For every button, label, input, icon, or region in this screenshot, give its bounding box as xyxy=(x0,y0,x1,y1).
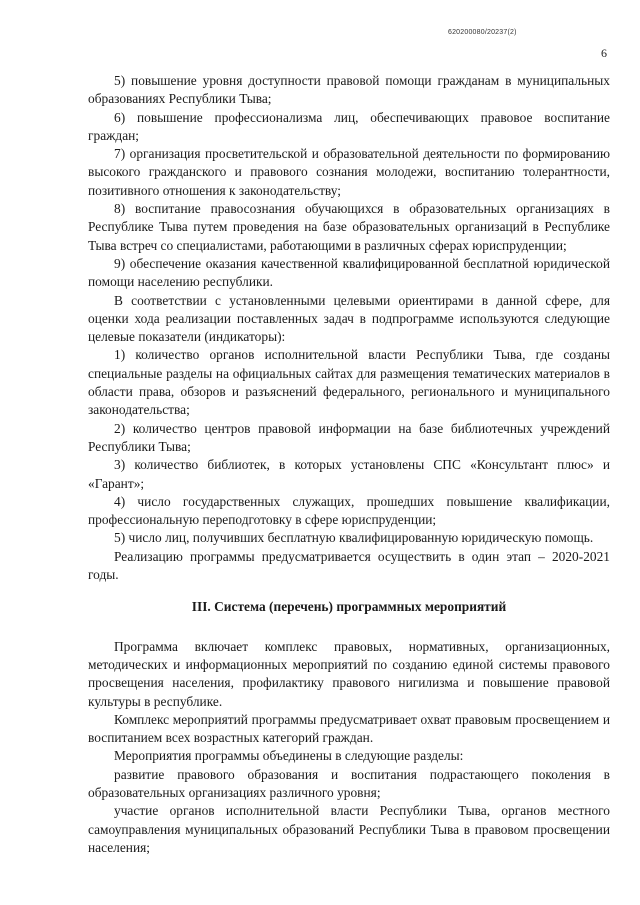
list-item: 8) воспитание правосознания обучающихся в образовательных организациях в Республике Тыва путем проведения на базе образовательных организаций в Республике Тыва встреч со специалистами, работающими в различных сферах юриспруденции; xyxy=(88,201,610,253)
indicator-item: 5) число лиц, получивших бесплатную квалифицированную юридическую помощь. xyxy=(114,530,594,546)
list-item: 7) организация просветительской и образовательной деятельности по формированию высокого гражданского и правового сознания молодежи, воспитанию толерантности, позитивного отношения к законодательству; xyxy=(88,146,610,198)
document-body xyxy=(88,72,610,857)
paragraph: Мероприятия программы объединены в следующие разделы: xyxy=(114,748,464,764)
paragraph: Реализацию программы предусматривается осуществить в один этап – 2020-2021 годы. xyxy=(88,548,610,583)
list-item: развитие правового образования и воспитания подрастающего поколения в образовательных организациях различного уровня; xyxy=(88,766,610,800)
indicator-item: 1) количество органов исполнительной власти Республики Тыва, где созданы специальные разделы на официальных сайтах для размещения тематических материалов в области права, обзоров и разъяснений федерального, регионального и муниципального законодательства; xyxy=(88,347,610,418)
list-item: участие органов исполнительной власти Республики Тыва, органов местного самоуправления муниципальных образований Республики Тыва в правовом просвещении населения; xyxy=(88,803,610,855)
list-item: 5) повышение уровня доступности правовой помощи гражданам в муниципальных образованиях Республики Тыва; xyxy=(88,73,610,107)
paragraph: Программа включает комплекс правовых, нормативных, организационных, методических и информационных мероприятий по созданию единой системы правового просвещения населения, профилактику правового нигилизма и повышение правовой культуры в республике. xyxy=(88,638,610,709)
paragraph: Комплекс мероприятий программы предусматривает охват правовым просвещением и воспитанием всех возрастных категорий граждан. xyxy=(88,711,610,746)
document-code: 620200080/20237(2) xyxy=(448,29,517,36)
page-number: 6 xyxy=(601,46,607,60)
indicator-item: 2) количество центров правовой информации на базе библиотечных учреждений Республики Тыва; xyxy=(88,420,610,454)
section-heading: III. Система (перечень) программных мероприятий xyxy=(191,599,507,615)
list-item: 9) обеспечение оказания качественной квалифицированной бесплатной юридической помощи населению республики. xyxy=(88,255,610,290)
list-item: 6) повышение профессионализма лиц, обеспечивающих правовое воспитание граждан; xyxy=(88,109,610,143)
indicator-item: 3) количество библиотек, в которых установлены СПС «Консультант плюс» и «Гарант»; xyxy=(88,457,610,491)
indicator-item: 4) число государственных служащих, прошедших повышение квалификации, профессиональную переподготовку в сфере юриспруденции; xyxy=(88,493,610,528)
paragraph: В соответствии с установленными целевыми ориентирами в данной сфере, для оценки хода реализации поставленных задач в подпрограмме используются следующие целевые показатели (индикаторы): xyxy=(88,292,610,345)
